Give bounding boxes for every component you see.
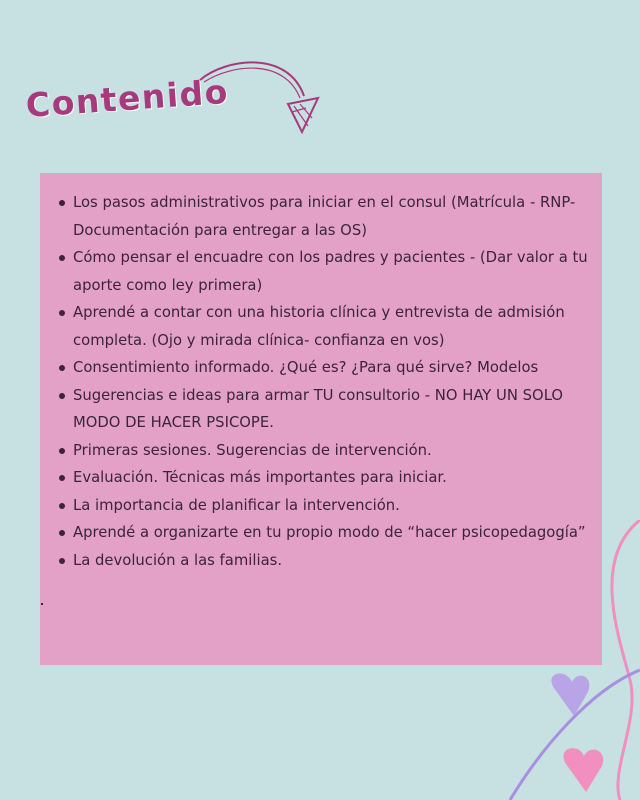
list-item: La devolución a las familias. bbox=[73, 547, 592, 575]
stray-dot bbox=[41, 603, 43, 605]
list-item: Consentimiento informado. ¿Qué es? ¿Para qué sirve? Modelos bbox=[73, 354, 592, 382]
curved-arrow-icon bbox=[196, 52, 336, 142]
list-item: Aprendé a organizarte en tu propio modo de “hacer psicopedagogía” bbox=[73, 519, 592, 547]
list-item: Los pasos administrativos para iniciar en el consul (Matrícula - RNP- Documentación para entregar a las OS) bbox=[73, 189, 592, 244]
list-item: Cómo pensar el encuadre con los padres y pacientes - (Dar valor a tu aporte como ley primera) bbox=[73, 244, 592, 299]
list-item: Aprendé a contar con una historia clínica y entrevista de admisión completa. (Ojo y mirada clínica- confianza en vos) bbox=[73, 299, 592, 354]
heart-icon bbox=[563, 748, 603, 792]
list-item: Primeras sesiones. Sugerencias de intervención. bbox=[73, 437, 592, 465]
list-item: Evaluación. Técnicas más importantes para iniciar. bbox=[73, 464, 592, 492]
topics-list bbox=[40, 173, 602, 574]
list-item: Sugerencias e ideas para armar TU consultorio - NO HAY UN SOLO MODO DE HACER PSICOPE. bbox=[73, 382, 592, 437]
list-item: La importancia de planificar la intervención. bbox=[73, 492, 592, 520]
hearts-decoration bbox=[470, 520, 640, 800]
page-title: Contenido bbox=[24, 71, 231, 125]
